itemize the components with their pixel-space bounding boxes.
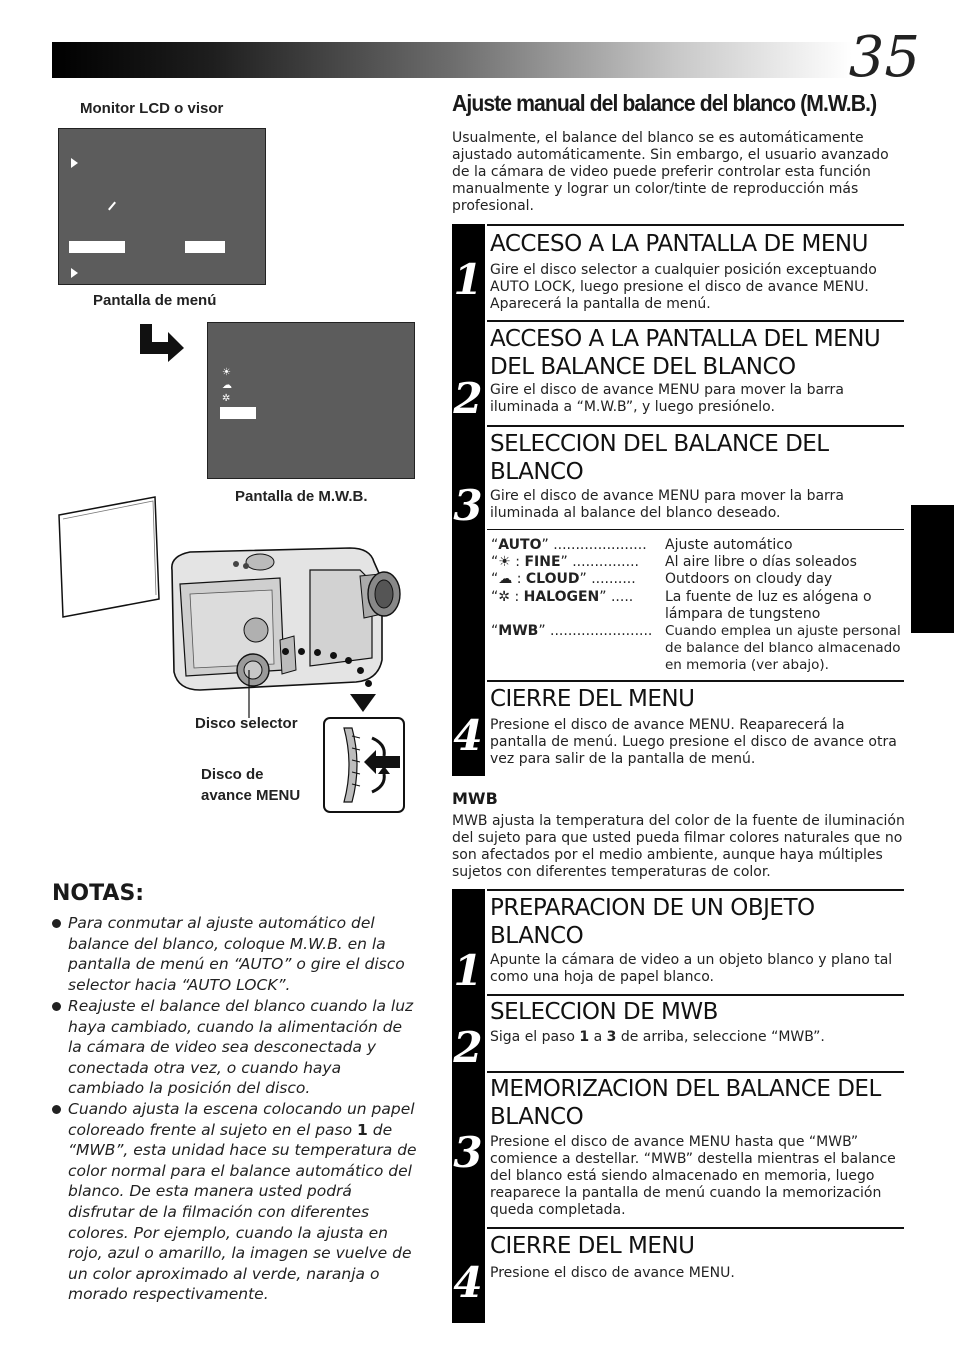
steps-bar (452, 889, 485, 1323)
note-text: Para conmutar al ajuste automático del balance del blanco, coloque M.W.B. en la pantalla de menú en “AUTO” o gire el disco selector hacia “AUTO LOCK”. (68, 914, 405, 994)
step-heading: ACCESO A LA PANTALLA DE MENU (490, 231, 868, 257)
step-number: 2 (453, 374, 483, 423)
camcorder-icon (160, 540, 405, 700)
mode-desc: Ajuste automático (665, 537, 793, 553)
menu-screen-label: Pantalla de menú (93, 292, 217, 309)
step-heading: MEMORIZACION DEL BALANCE DEL BLANCO (490, 1076, 881, 1130)
slash-mark-icon (108, 202, 116, 211)
step-number: 4 (453, 711, 483, 760)
halogen-icon: ✲ (222, 393, 231, 404)
step-rule (487, 224, 904, 226)
quote: “ (491, 589, 499, 605)
sun-icon: ☀ (498, 554, 511, 570)
note-item (68, 1099, 420, 1305)
mode-name: FINE (524, 554, 561, 570)
step-number: 1 (453, 255, 483, 304)
guide-dot (357, 667, 364, 674)
separator: : (510, 554, 525, 570)
quote: ” (541, 537, 554, 553)
quote: ” (560, 554, 573, 570)
guide-dot (282, 648, 289, 655)
note-item (68, 996, 420, 1099)
mode-row-fine (491, 554, 639, 571)
mode-desc: de balance del blanco almacenado (665, 640, 901, 656)
quote: “ (491, 554, 499, 570)
cursor-arrow-icon (71, 158, 78, 168)
step-rule (487, 889, 904, 891)
mwb-paragraph: MWB ajusta la temperatura del color de la fuente de iluminación del sujeto para que usted pueda filmar colores naturales que no son afectados por el medio ambiente, aunque haya múltiples sujetos con diferentes temperaturas de color. (452, 813, 905, 880)
cursor-arrow-icon (71, 268, 78, 278)
step-text: Gire el disco selector a cualquier posición exceptuando AUTO LOCK, luego presione el disco de avance MENU. Aparecerá la pantalla de menú. (490, 262, 877, 312)
text-run: Siga el paso (490, 1029, 580, 1045)
quote: “ (491, 623, 499, 639)
guide-dot (330, 652, 337, 659)
quote: ” (579, 571, 592, 587)
menu-dial-label-line2: avance MENU (201, 787, 301, 804)
steps-bar (452, 224, 485, 776)
text-run: de arriba, seleccione “MWB”. (616, 1029, 825, 1045)
step-rule (487, 1071, 904, 1073)
dial-label: Disco selector (195, 715, 298, 732)
step-text (490, 1029, 904, 1046)
step-arrow-icon (138, 322, 188, 362)
highlight-bar (220, 407, 256, 419)
menu-dial-label-line1: Disco de (201, 766, 264, 783)
halogen-icon: ✲ (498, 589, 510, 605)
leader-dots: ..... (610, 589, 634, 605)
note-text: Cuando ajusta la escena colocando un papel coloreado frente al sujeto en el paso (68, 1100, 415, 1139)
mode-row-cloud (491, 571, 636, 588)
quote: ” (538, 623, 551, 639)
quote: “ (491, 537, 499, 553)
mode-row-mwb (491, 623, 652, 640)
highlight-bar-wb (185, 241, 225, 253)
step-rule (487, 994, 904, 996)
mwb-menu-screen (207, 322, 415, 479)
mode-name: HALOGEN (523, 589, 600, 605)
step-rule (487, 425, 904, 427)
step-rule (487, 1227, 904, 1229)
leader-dots: .......... (591, 571, 636, 587)
leader-dots: ............... (572, 554, 639, 570)
mode-desc: Outdoors on cloudy day (665, 571, 833, 587)
step-ref: 3 (606, 1029, 617, 1045)
section-tab (911, 505, 954, 633)
cloud-icon: ☁ (498, 571, 513, 587)
header-gradient-bar (52, 42, 852, 78)
notes-title: NOTAS: (52, 881, 145, 906)
intro-paragraph: Usualmente, el balance del blanco se es automáticamente ajustado automáticamente. Sin embargo, el usuario avanzado de la cámara de video puede preferir controlar esta función manualmente y lograr un color/tinte de reproducción más profesional. (452, 130, 889, 214)
step-rule (487, 320, 904, 322)
mwb-section-title: MWB (452, 789, 498, 808)
bullet-icon (52, 1105, 61, 1114)
step-heading: ACCESO A LA PANTALLA DEL MENU DEL BALANCE DEL BLANCO (490, 326, 881, 380)
guide-dot (345, 657, 352, 664)
step-heading: PREPARACION DE UN OBJETO BLANCO (490, 895, 815, 949)
note-text: Reajuste el balance del blanco cuando la luz haya cambiado, cuando la alimentación de la cámara de video sea desconectada y conectada otra vez, o cuando haya cambiado la posición del disco. (68, 997, 414, 1098)
step-heading: CIERRE DEL MENU (490, 1233, 695, 1259)
step-text: Gire el disco de avance MENU para mover la barra iluminada al balance del blanco deseado. (490, 488, 844, 521)
down-arrow-icon (348, 692, 378, 714)
step-number: 1 (453, 946, 483, 995)
highlight-bar (69, 241, 125, 253)
step-text: Gire el disco de avance MENU para mover la barra iluminada a “M.W.B”, y luego presiónelo. (490, 382, 844, 415)
step-text: Apunte la cámara de video a un objeto blanco y plano tal como una hoja de papel blanco. (490, 952, 893, 985)
bullet-icon (52, 919, 61, 928)
step-text: Presione el disco de avance MENU. Reaparecerá la pantalla de menú. Luego presione el disco de avance otra vez para salir de la pantalla de menú. (490, 717, 897, 767)
page-title: Ajuste manual del balance del blanco (M.W.B.) (452, 90, 877, 116)
mode-name: CLOUD (525, 571, 580, 587)
mode-desc: lámpara de tungsteno (665, 606, 821, 622)
mode-desc: Al aire libre o días soleados (665, 554, 857, 570)
quote: ” (599, 589, 611, 605)
cloud-icon: ☁ (222, 380, 232, 391)
step-number: 4 (453, 1258, 483, 1307)
step-number: 3 (453, 481, 483, 530)
white-paper-icon (55, 495, 165, 620)
monitor-label: Monitor LCD o visor (80, 100, 224, 117)
mode-row-halogen (491, 589, 633, 606)
mode-list-rule (487, 529, 904, 530)
step-text: Presione el disco de avance MENU hasta que “MWB” comience a destellar. “MWB” destella mientras el balance del blanco está siendo almacenado en memoria, luego reaparece la pantalla de menú cuando la memorización queda completada. (490, 1134, 896, 1218)
separator: : (512, 571, 526, 587)
bullet-icon (52, 1002, 61, 1011)
separator: : (510, 589, 524, 605)
step-number: 2 (453, 1023, 483, 1072)
note-text: de “MWB”, esta unidad hace su temperatura de color normal para el balance automático del blanco. De esta manera usted podrá disfrutar de la filmación con diferentes colores. Por ejemplo, cuando la ajusta en rojo, azul o amarillo, la imagen se vuelve de un color aproximado al verde, naranja o morado respectivamente. (68, 1120, 417, 1304)
step-number: 3 (453, 1128, 483, 1177)
guide-dot (298, 648, 305, 655)
quote: “ (491, 571, 499, 587)
step-heading: SELECCION DEL BALANCE DEL BLANCO (490, 431, 829, 485)
step-rule (487, 680, 904, 682)
step-ref: 1 (579, 1029, 590, 1045)
step-text: Presione el disco de avance MENU. (490, 1265, 735, 1281)
mode-desc: en memoria (ver abajo). (665, 657, 829, 673)
text-run: a (589, 1029, 607, 1045)
mode-desc: Cuando emplea un ajuste personal (665, 623, 901, 639)
pointer-line (245, 670, 255, 720)
step-heading: CIERRE DEL MENU (490, 686, 695, 712)
menu-dial-icon (322, 716, 406, 814)
guide-dot (314, 649, 321, 656)
note-step-ref: 1 (357, 1120, 368, 1139)
leader-dots: ..................... (553, 537, 647, 553)
leader-dots: ....................... (550, 623, 653, 639)
sun-icon: ☀ (222, 367, 231, 378)
mode-name: AUTO (498, 537, 542, 553)
mode-name: MWB (498, 623, 539, 639)
lcd-monitor-screen (58, 128, 266, 285)
mode-row-auto (491, 537, 647, 554)
mwb-screen-label: Pantalla de M.W.B. (235, 488, 368, 505)
guide-dot (365, 680, 372, 687)
note-item (68, 913, 420, 995)
mode-desc: La fuente de luz es alógena o (665, 589, 872, 605)
page-number: 35 (848, 25, 920, 90)
step-heading: SELECCION DE MWB (490, 999, 718, 1025)
